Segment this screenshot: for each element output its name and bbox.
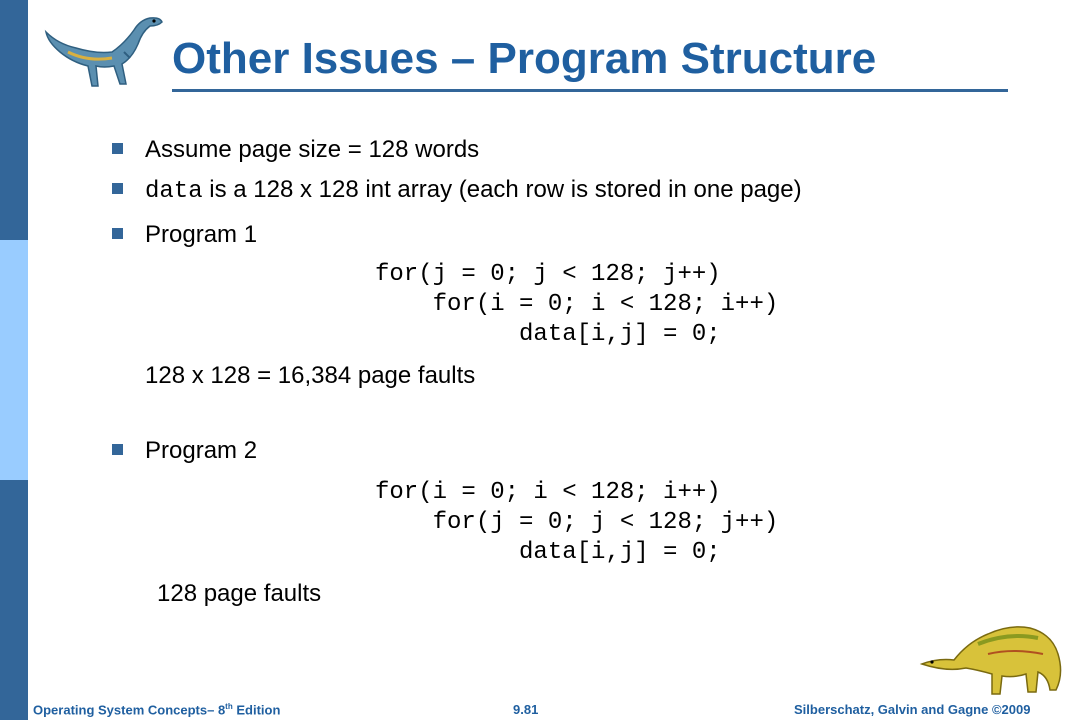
bullet-text: Program 1 [145, 221, 258, 248]
page-title: Other Issues – Program Structure [172, 34, 877, 83]
bullet-program-1 [112, 221, 257, 249]
program2-code-line: data[i,j] = 0; [375, 539, 721, 566]
program1-code-line: for(i = 0; i < 128; i++) [375, 291, 779, 318]
program2-result: 128 page faults [157, 580, 322, 607]
footer-edition-text: Edition [232, 702, 281, 718]
bullet-square-icon [112, 143, 123, 154]
title-underline [172, 89, 1008, 92]
sidebar-dark-bottom [0, 480, 28, 720]
bullet-text: is a 128 x 128 int array (each row is stored in one page) [202, 176, 802, 203]
bullet-code-term: data [145, 178, 203, 205]
bullet-data-array [112, 176, 802, 205]
footer-authors: Silberschatz, Galvin and Gagne ©2009 [794, 702, 1031, 717]
bullet-page-size [112, 136, 479, 164]
program1-code-line: for(j = 0; j < 128; j++) [375, 261, 721, 288]
bullet-square-icon [112, 183, 123, 194]
bullet-text: Assume page size = 128 words [145, 136, 480, 163]
bullet-square-icon [112, 228, 123, 239]
program1-code-line: data[i,j] = 0; [375, 321, 721, 348]
sidebar-light-middle [0, 240, 28, 480]
dinosaur-bottom-right-icon [918, 614, 1068, 704]
dinosaur-top-left-icon [38, 8, 168, 90]
bullet-square-icon [112, 444, 123, 455]
program2-code-line: for(i = 0; i < 128; i++) [375, 479, 721, 506]
footer-book-title [33, 702, 280, 717]
bullet-program-2 [112, 437, 257, 465]
program1-result: 128 x 128 = 16,384 page faults [145, 362, 476, 389]
footer-page-number: 9.81 [513, 702, 539, 717]
footer-superscript: th [225, 702, 233, 711]
footer-book-title-text: Operating System Concepts– 8 [33, 702, 226, 718]
sidebar-dark-top [0, 0, 28, 240]
program2-code-line: for(j = 0; j < 128; j++) [375, 509, 779, 536]
bullet-text: Program 2 [145, 437, 258, 464]
